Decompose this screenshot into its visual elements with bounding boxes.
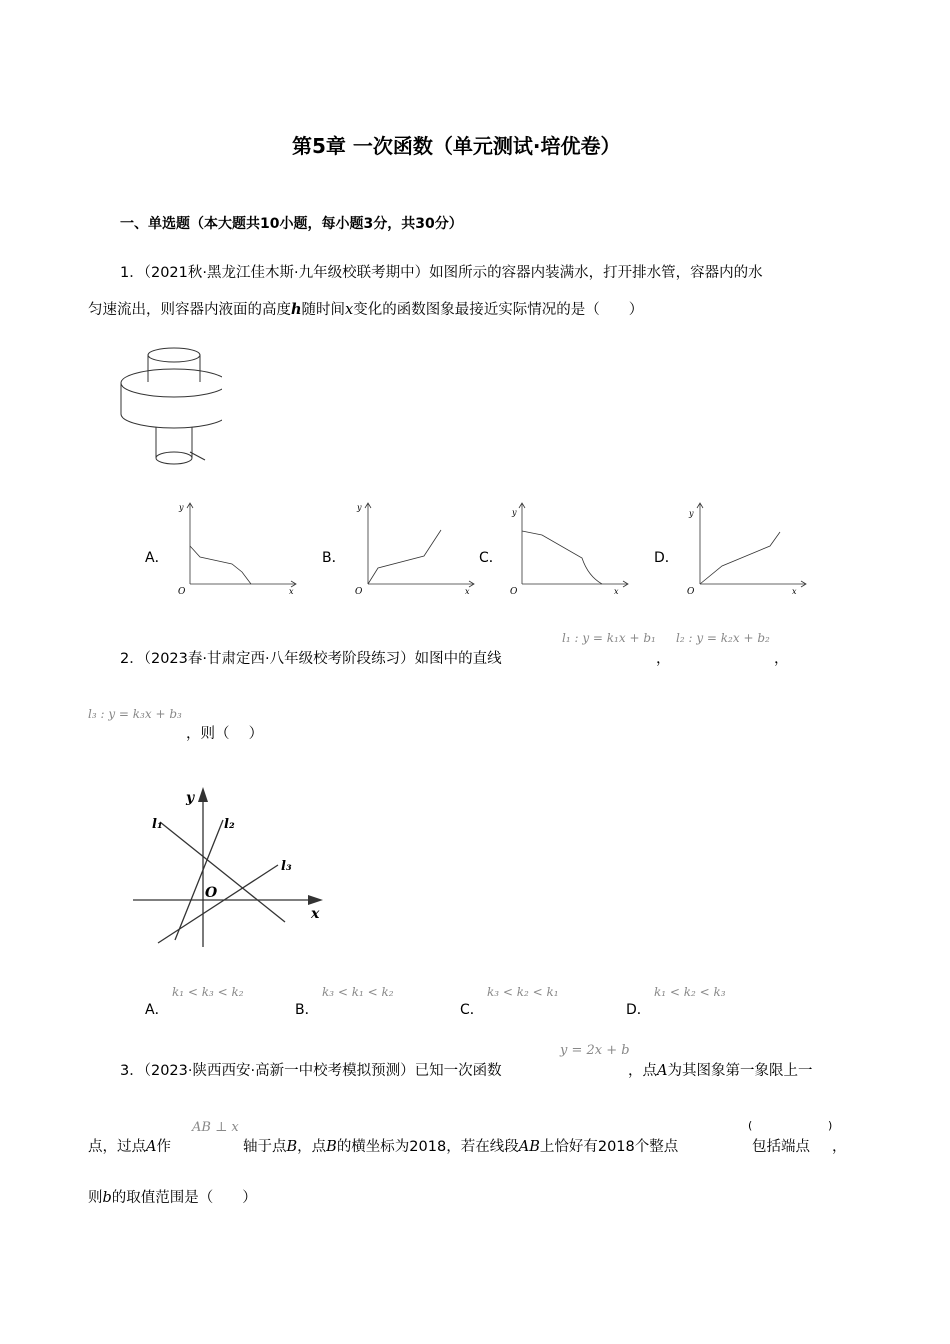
container-figure — [112, 340, 222, 475]
q3-var-ab: AB — [518, 1139, 540, 1155]
axis-y-label: y — [512, 508, 517, 517]
q2-eq2: l₂ : y = k₂x + b₂ — [676, 631, 770, 645]
q1-a-curve — [190, 546, 251, 584]
page-title: 第5章 一次函数（单元测试·培优卷） — [292, 134, 621, 158]
q2-lines-figure — [128, 782, 333, 952]
q1-var-h: h — [291, 301, 302, 318]
q2-fig-x: x — [311, 906, 320, 922]
q3-line2d: ，点 — [297, 1139, 327, 1155]
q3-line2-mid — [243, 1135, 678, 1156]
q3-var-b2: B — [326, 1139, 337, 1155]
q3-line2c: 轴于点 — [243, 1139, 287, 1155]
q3-var-a2: A — [146, 1139, 157, 1155]
q3-line1b: ，点 — [628, 1063, 657, 1079]
q2-fig-o: O — [205, 885, 218, 901]
q2-option-d-label: D． — [626, 1002, 651, 1018]
q3-line3b: 的取值范围是（ ） — [111, 1190, 257, 1206]
q2-line1: 2．（2023春·甘肃定西·八年级校考阶段练习）如图中的直线 — [120, 651, 502, 667]
q2-fig-l3: l₃ — [281, 859, 292, 874]
q2-fig-y: y — [186, 790, 195, 806]
q1-line2-text: 匀速流出，则容器内液面的高度 — [88, 302, 291, 318]
q3-var-b1: B — [286, 1139, 298, 1155]
axis-y-label: y — [179, 503, 184, 512]
q3-var-a: A — [657, 1063, 668, 1079]
origin-label: O — [355, 587, 363, 597]
section-heading: 一、单选题（本大题共10小题，每小题3分，共30分） — [120, 216, 463, 232]
q2-line-l3 — [158, 865, 278, 943]
q1-option-c-label: C． — [479, 550, 503, 566]
q3-line2-left — [88, 1135, 171, 1156]
q1-option-c-graph — [504, 498, 634, 598]
q1-line1: 1．（2021秋·黑龙江佳木斯·九年级校联考期中）如图所示的容器内装满水，打开排水管，容器内的水 — [120, 265, 763, 281]
q3-line2h: ， — [832, 1139, 847, 1155]
q3-line2f: 上恰好有2018个整点 — [539, 1139, 679, 1155]
origin-label: O — [178, 587, 186, 597]
q1-line2c-text: 变化的函数图象最接近实际情况的是（ ） — [353, 302, 644, 318]
q3-line2a: 点，过点 — [88, 1139, 146, 1155]
q1-option-d-graph — [682, 498, 812, 598]
q2-eq1: l₁ : y = k₁x + b₁ — [562, 631, 656, 645]
q2-line-l2 — [175, 820, 223, 940]
q3-paren-open: ( — [748, 1119, 753, 1132]
axis-x-label: x — [792, 587, 797, 596]
q2-option-c-label: C． — [460, 1002, 484, 1018]
q2-option-d-math: k₁ < k₂ < k₃ — [654, 985, 726, 999]
q2-option-b-label: B． — [295, 1002, 319, 1018]
q3-line2b: 作 — [156, 1139, 171, 1155]
q3-line1: 3．（2023·陕西西安·高新一中校考模拟预测）已知一次函数 — [120, 1063, 502, 1079]
q1-option-a-graph — [172, 498, 302, 598]
origin-label: O — [510, 587, 518, 597]
q3-line3 — [88, 1186, 257, 1207]
q1-line2b-text: 随时间 — [301, 302, 346, 318]
q1-var-x: x — [345, 302, 354, 318]
q2-sep1: ， — [656, 651, 671, 667]
q3-line1-rest — [628, 1059, 812, 1080]
q3-line2e: 的横坐标为2018，若在线段 — [336, 1139, 519, 1155]
axis-y-label: y — [357, 503, 362, 512]
q1-option-d-label: D． — [654, 550, 679, 566]
q3-var-b: b — [102, 1190, 112, 1206]
q2-line2: ，则（ ） — [186, 726, 264, 742]
q3-paren-close: ) — [828, 1119, 833, 1132]
axis-x-label: x — [465, 587, 470, 596]
q3-ab-perp: AB ⊥ x — [192, 1120, 239, 1135]
axis-y-label: y — [689, 509, 694, 518]
q2-option-b-math: k₃ < k₁ < k₂ — [322, 985, 394, 999]
q1-option-b-graph — [350, 498, 480, 598]
q1-line2 — [88, 298, 643, 319]
q2-option-c-math: k₃ < k₂ < k₁ — [487, 985, 559, 999]
axis-x-label: x — [614, 587, 619, 596]
q3-line1c: 为其图象第一象限上一 — [667, 1063, 813, 1079]
q2-eq3: l₃ : y = k₃x + b₃ — [88, 707, 182, 721]
q1-option-a-label: A． — [145, 550, 169, 566]
origin-label: O — [687, 587, 695, 597]
q1-b-curve — [368, 530, 441, 584]
q2-option-a-math: k₁ < k₃ < k₂ — [172, 985, 244, 999]
q3-line2g: 包括端点 — [752, 1139, 810, 1155]
q3-line3a: 则 — [88, 1190, 103, 1206]
q1-c-curve — [522, 531, 602, 584]
q2-fig-l1: l₁ — [152, 817, 163, 832]
axis-x-label: x — [289, 587, 294, 596]
q2-option-a-label: A． — [145, 1002, 169, 1018]
q1-d-curve — [700, 532, 780, 584]
q2-sep2: ， — [774, 651, 789, 667]
q2-fig-l2: l₂ — [224, 817, 235, 832]
q3-eq: y = 2x + b — [560, 1043, 630, 1058]
q1-option-b-label: B． — [322, 550, 346, 566]
